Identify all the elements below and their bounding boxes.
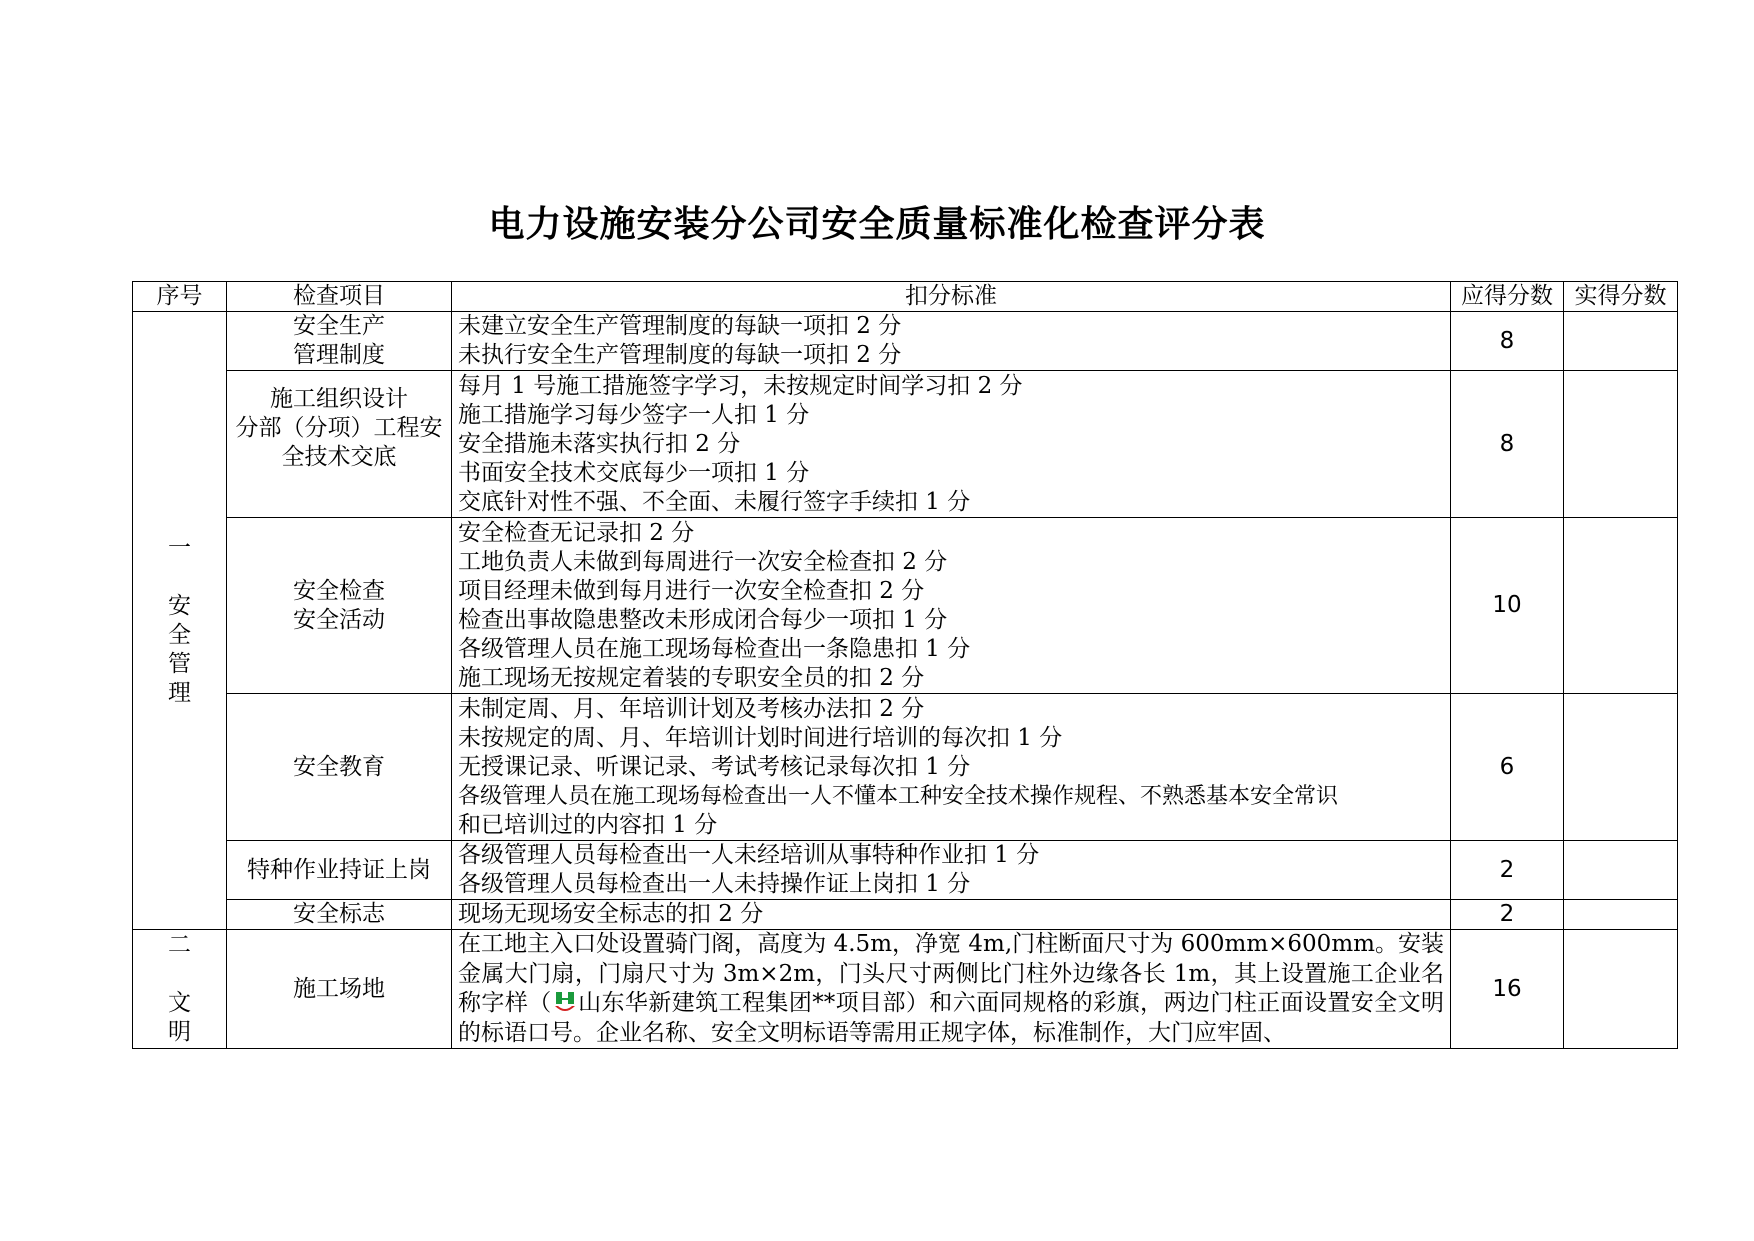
- full-points: 10: [1451, 518, 1564, 694]
- criteria-cell: 未制定周、月、年培训计划及考核办法扣 2 分 未按规定的周、月、年培训计划时间进行培训的每次扣 1 分 无授课记录、听课记录、考试考核记录每次扣 1 分 各级管理人员在施工现场每检查出一人不懂本工种安全技术操作规程、不熟悉基本安全常识 和已培训过的内容扣 1 分: [452, 694, 1451, 841]
- header-criteria: 扣分标准: [452, 282, 1451, 312]
- criteria-cell: 安全检查无记录扣 2 分 工地负责人未做到每周进行一次安全检查扣 2 分 项目经理未做到每月进行一次安全检查扣 2 分 检查出事故隐患整改未形成闭合每少一项扣 1 分 各级管理人员在施工现场每检查出一条隐患扣 1 分 施工现场无按规定着装的专职安全员的扣 2 分: [452, 518, 1451, 694]
- criteria-cell: 各级管理人员每检查出一人未经培训从事特种作业扣 1 分 各级管理人员每检查出一人未持操作证上岗扣 1 分: [452, 841, 1451, 900]
- company-logo-icon: [552, 990, 578, 1014]
- check-item: 安全生产 管理制度: [227, 312, 452, 371]
- actual-points-input[interactable]: [1564, 371, 1678, 518]
- full-points: 6: [1451, 694, 1564, 841]
- table-row: [133, 371, 1678, 518]
- table-row: [133, 930, 1678, 1049]
- table-header-row: [133, 282, 1678, 312]
- actual-points-input[interactable]: [1564, 841, 1678, 900]
- check-item: 安全检查 安全活动: [227, 518, 452, 694]
- criteria-text-part1: 在工地主入口处设置骑门阁，高度为 4.5m，净宽 4m,门柱断面尺寸为 600mm×600mm。安装金属大门扇，门扇尺寸为 3m×2m，门头尺寸两侧比门柱外边缘各长 1m，其上设置施工企业名称字样（: [458, 931, 1444, 1016]
- actual-points-input[interactable]: [1564, 694, 1678, 841]
- full-points: 2: [1451, 841, 1564, 900]
- actual-points-input[interactable]: [1564, 518, 1678, 694]
- actual-points-input[interactable]: [1564, 900, 1678, 930]
- header-seq: 序号: [133, 282, 227, 312]
- check-item: 安全标志: [227, 900, 452, 930]
- table-row: [133, 518, 1678, 694]
- score-table: [132, 281, 1678, 1049]
- full-points: 2: [1451, 900, 1564, 930]
- header-actual-points: 实得分数: [1564, 282, 1678, 312]
- section-seq-safety: 一 安 全 管 理: [133, 312, 227, 930]
- criteria-cell: [452, 930, 1451, 1049]
- actual-points-input[interactable]: [1564, 312, 1678, 371]
- check-item: 施工组织设计 分部（分项）工程安 全技术交底: [227, 371, 452, 518]
- criteria-cell: 每月 1 号施工措施签字学习，未按规定时间学习扣 2 分 施工措施学习每少签字一人扣 1 分 安全措施未落实执行扣 2 分 书面安全技术交底每少一项扣 1 分 交底针对性不强、不全面、未履行签字手续扣 1 分: [452, 371, 1451, 518]
- full-points: 16: [1451, 930, 1564, 1049]
- section-seq-civilized: 二 文 明: [133, 930, 227, 1049]
- criteria-cell: 现场无现场安全标志的扣 2 分: [452, 900, 1451, 930]
- check-item: 安全教育: [227, 694, 452, 841]
- table-row: [133, 841, 1678, 900]
- full-points: 8: [1451, 312, 1564, 371]
- check-item: 特种作业持证上岗: [227, 841, 452, 900]
- table-row: [133, 900, 1678, 930]
- criteria-text-part2: 山东华新建筑工程集团**项目部）和六面同规格的彩旗，两边门柱正面设置安全文明的标语口号。企业名称、安全文明标语等需用正规字体，标准制作，大门应牢固、: [458, 990, 1445, 1046]
- header-item: 检查项目: [227, 282, 452, 312]
- criteria-cell: 未建立安全生产管理制度的每缺一项扣 2 分 未执行安全生产管理制度的每缺一项扣 2 分: [452, 312, 1451, 371]
- actual-points-input[interactable]: [1564, 930, 1678, 1049]
- check-item: 施工场地: [227, 930, 452, 1049]
- table-row: [133, 694, 1678, 841]
- page-title: 电力设施安装分公司安全质量标准化检查评分表: [488, 204, 1266, 245]
- full-points: 8: [1451, 371, 1564, 518]
- header-full-points: 应得分数: [1451, 282, 1564, 312]
- table-row: [133, 312, 1678, 371]
